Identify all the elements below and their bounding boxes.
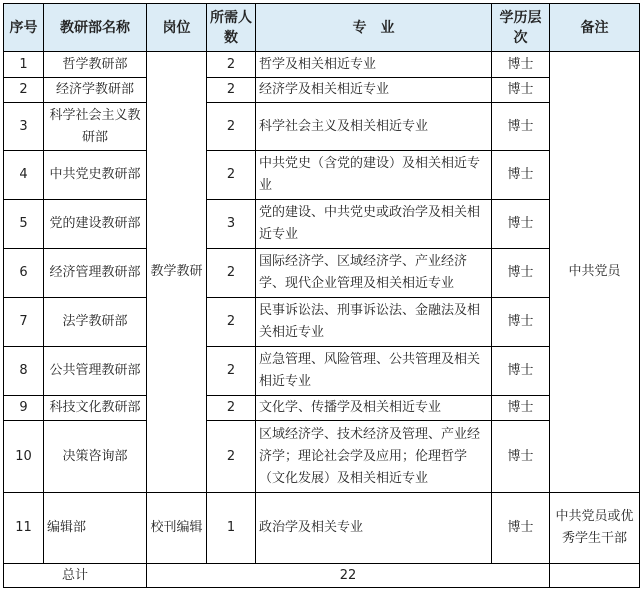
cell-dept: 公共管理教研部 bbox=[44, 347, 147, 396]
header-count: 所需人数 bbox=[207, 4, 256, 52]
header-index: 序号 bbox=[4, 4, 44, 52]
total-remark-empty bbox=[550, 564, 640, 588]
table-row bbox=[4, 151, 640, 200]
cell-dept: 经济学教研部 bbox=[44, 78, 147, 103]
cell-major: 民事诉讼法、刑事诉讼法、金融法及相关相近专业 bbox=[256, 298, 492, 347]
cell-major: 区域经济学、技术经济及管理、产业经济学；理论社会学及应用；伦理哲学（文化发展）及相关相近专业 bbox=[256, 421, 492, 493]
recruitment-table bbox=[3, 3, 640, 588]
table-row bbox=[4, 200, 640, 249]
cell-major: 政治学及相关专业 bbox=[256, 493, 492, 564]
cell-degree: 博士 bbox=[492, 396, 550, 421]
table-row bbox=[4, 78, 640, 103]
cell-dept: 法学教研部 bbox=[44, 298, 147, 347]
cell-position-teaching: 教学教研 bbox=[147, 52, 207, 493]
cell-index: 9 bbox=[4, 396, 44, 421]
cell-dept: 哲学教研部 bbox=[44, 52, 147, 78]
cell-dept: 科技文化教研部 bbox=[44, 396, 147, 421]
cell-major: 中共党史（含党的建设）及相关相近专业 bbox=[256, 151, 492, 200]
table-row bbox=[4, 493, 640, 564]
total-label: 总计 bbox=[4, 564, 147, 588]
cell-index: 7 bbox=[4, 298, 44, 347]
cell-count: 2 bbox=[207, 396, 256, 421]
header-remark: 备注 bbox=[550, 4, 640, 52]
cell-degree: 博士 bbox=[492, 421, 550, 493]
cell-remark-party: 中共党员 bbox=[550, 52, 640, 493]
cell-count: 2 bbox=[207, 421, 256, 493]
cell-index: 11 bbox=[4, 493, 44, 564]
cell-index: 8 bbox=[4, 347, 44, 396]
cell-index: 5 bbox=[4, 200, 44, 249]
cell-count: 2 bbox=[207, 347, 256, 396]
cell-degree: 博士 bbox=[492, 298, 550, 347]
table-row bbox=[4, 396, 640, 421]
cell-degree: 博士 bbox=[492, 103, 550, 151]
table-row bbox=[4, 103, 640, 151]
header-position: 岗位 bbox=[147, 4, 207, 52]
cell-count: 2 bbox=[207, 103, 256, 151]
cell-position-editing: 校刊编辑 bbox=[147, 493, 207, 564]
cell-dept: 科学社会主义教研部 bbox=[44, 103, 147, 151]
cell-major: 科学社会主义及相关相近专业 bbox=[256, 103, 492, 151]
header-major: 专 业 bbox=[256, 4, 492, 52]
cell-major: 哲学及相关相近专业 bbox=[256, 52, 492, 78]
cell-degree: 博士 bbox=[492, 52, 550, 78]
cell-dept: 决策咨询部 bbox=[44, 421, 147, 493]
cell-degree: 博士 bbox=[492, 249, 550, 298]
total-value: 22 bbox=[147, 564, 550, 588]
header-row bbox=[4, 4, 640, 52]
cell-dept: 编辑部 bbox=[44, 493, 147, 564]
cell-count: 1 bbox=[207, 493, 256, 564]
cell-count: 2 bbox=[207, 78, 256, 103]
table-row bbox=[4, 347, 640, 396]
cell-index: 10 bbox=[4, 421, 44, 493]
cell-count: 3 bbox=[207, 200, 256, 249]
cell-count: 2 bbox=[207, 249, 256, 298]
cell-count: 2 bbox=[207, 151, 256, 200]
cell-major: 国际经济学、区域经济学、产业经济学、现代企业管理及相关相近专业 bbox=[256, 249, 492, 298]
cell-dept: 经济管理教研部 bbox=[44, 249, 147, 298]
table-row bbox=[4, 249, 640, 298]
table-row bbox=[4, 421, 640, 493]
cell-degree: 博士 bbox=[492, 78, 550, 103]
cell-index: 4 bbox=[4, 151, 44, 200]
cell-index: 6 bbox=[4, 249, 44, 298]
header-degree: 学历层次 bbox=[492, 4, 550, 52]
cell-major: 应急管理、风险管理、公共管理及相关相近专业 bbox=[256, 347, 492, 396]
cell-index: 1 bbox=[4, 52, 44, 78]
header-dept: 教研部名称 bbox=[44, 4, 147, 52]
cell-degree: 博士 bbox=[492, 493, 550, 564]
cell-count: 2 bbox=[207, 298, 256, 347]
cell-remark-party-or-cadre: 中共党员或优秀学生干部 bbox=[550, 493, 640, 564]
cell-degree: 博士 bbox=[492, 347, 550, 396]
cell-dept: 党的建设教研部 bbox=[44, 200, 147, 249]
cell-major: 经济学及相关相近专业 bbox=[256, 78, 492, 103]
table-row bbox=[4, 298, 640, 347]
cell-index: 2 bbox=[4, 78, 44, 103]
cell-count: 2 bbox=[207, 52, 256, 78]
cell-major: 文化学、传播学及相关相近专业 bbox=[256, 396, 492, 421]
cell-degree: 博士 bbox=[492, 200, 550, 249]
cell-dept: 中共党史教研部 bbox=[44, 151, 147, 200]
cell-index: 3 bbox=[4, 103, 44, 151]
cell-degree: 博士 bbox=[492, 151, 550, 200]
cell-major: 党的建设、中共党史或政治学及相关相近专业 bbox=[256, 200, 492, 249]
table-row bbox=[4, 52, 640, 78]
total-row bbox=[4, 564, 640, 588]
